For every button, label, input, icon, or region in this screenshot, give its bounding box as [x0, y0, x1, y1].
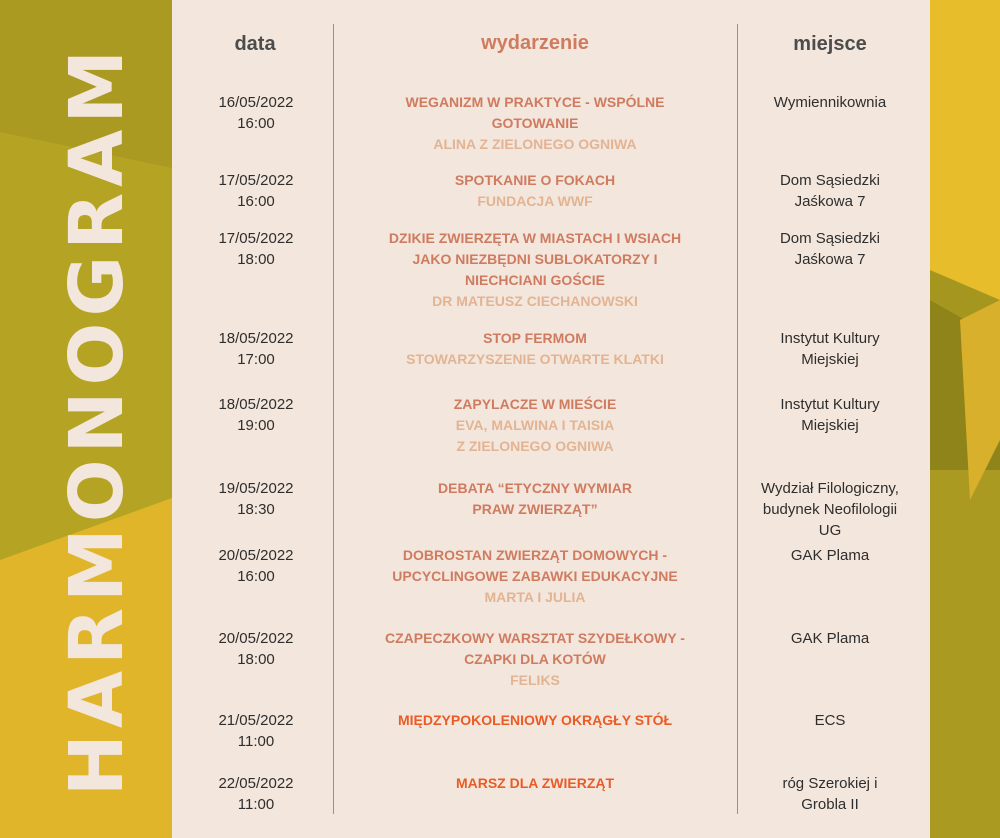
event-host: Z ZIELONEGO OGNIWA — [456, 438, 614, 454]
event-title: MIĘDZYPOKOLENIOWY OKRĄGŁY STÓŁ — [397, 712, 673, 728]
header-date: data — [234, 33, 276, 55]
event-datetime — [195, 170, 317, 212]
event-title: SPOTKANIE O FOKACH — [454, 172, 616, 188]
event-time: 16:00 — [237, 568, 275, 585]
event-title: CZAPECZKOWY WARSZTAT SZYDEŁKOWY - — [385, 630, 685, 646]
column-divider-left — [333, 24, 334, 814]
event-place — [745, 228, 915, 270]
event-host: FELIKS — [510, 672, 560, 688]
event-description — [340, 545, 730, 608]
event-host: ALINA Z ZIELONEGO OGNIWA — [433, 136, 637, 152]
event-place — [745, 545, 915, 566]
event-place-line: róg Szerokiej i — [782, 775, 878, 792]
column-divider-right — [737, 24, 738, 814]
event-time: 19:00 — [237, 417, 275, 434]
event-datetime — [195, 228, 317, 270]
event-place-line: UG — [818, 522, 842, 539]
event-time: 18:00 — [237, 251, 275, 268]
event-description — [340, 773, 730, 794]
event-time: 18:00 — [237, 651, 275, 668]
event-time: 16:00 — [237, 115, 275, 132]
event-date: 20/05/2022 — [218, 630, 294, 647]
event-place-line: Wymiennikownia — [773, 94, 887, 111]
event-place — [745, 710, 915, 731]
event-title: NIECHCIANI GOŚCIE — [464, 272, 605, 288]
page-title: HARMONOGRAM — [54, 43, 140, 797]
event-date: 17/05/2022 — [218, 172, 294, 189]
event-date: 16/05/2022 — [218, 94, 294, 111]
event-place-line: Miejskiej — [801, 351, 859, 368]
event-place — [745, 92, 915, 113]
event-title: CZAPKI DLA KOTÓW — [464, 651, 606, 667]
event-time: 11:00 — [237, 733, 275, 750]
event-datetime — [195, 328, 317, 370]
event-description — [340, 228, 730, 312]
event-title: JAKO NIEZBĘDNI SUBLOKATORZY I — [412, 251, 658, 267]
event-datetime — [195, 92, 317, 134]
event-date: 18/05/2022 — [218, 330, 294, 347]
event-host: DR MATEUSZ CIECHANOWSKI — [432, 293, 638, 309]
event-place — [745, 328, 915, 370]
event-date: 19/05/2022 — [218, 480, 294, 497]
event-date: 22/05/2022 — [218, 775, 294, 792]
header-event: wydarzenie — [481, 32, 589, 54]
event-place-line: Instytut Kultury — [780, 330, 880, 347]
event-place-line: GAK Plama — [790, 630, 870, 647]
event-description — [340, 628, 730, 691]
event-time: 17:00 — [237, 351, 275, 368]
event-description — [340, 328, 730, 370]
header-place: miejsce — [793, 33, 867, 55]
event-place-line: ECS — [814, 712, 846, 729]
event-title: UPCYCLINGOWE ZABAWKI EDUKACYJNE — [392, 568, 678, 584]
event-place-line: Wydział Filologiczny, — [761, 480, 899, 497]
event-title: DZIKIE ZWIERZĘTA W MIASTACH I WSIACH — [388, 230, 682, 246]
event-title: PRAW ZWIERZĄT” — [472, 501, 598, 517]
event-date: 21/05/2022 — [218, 712, 294, 729]
event-place-line: GAK Plama — [790, 547, 870, 564]
event-title: ZAPYLACZE W MIEŚCIE — [453, 396, 617, 412]
event-date: 17/05/2022 — [218, 230, 294, 247]
event-title: DEBATA “ETYCZNY WYMIAR — [438, 480, 632, 496]
event-place-line: Grobla II — [801, 796, 859, 813]
event-title: STOP FERMOM — [483, 330, 587, 346]
event-description — [340, 478, 730, 520]
event-title: WEGANIZM W PRAKTYCE - WSPÓLNE — [405, 94, 665, 110]
event-place — [745, 478, 915, 541]
event-datetime — [195, 545, 317, 587]
event-time: 18:30 — [237, 501, 275, 518]
event-description — [340, 394, 730, 457]
event-place-line: Miejskiej — [801, 417, 859, 434]
event-host: EVA, MALWINA I TAISIA — [455, 417, 615, 433]
event-datetime — [195, 394, 317, 436]
event-time: 16:00 — [237, 193, 275, 210]
event-place — [745, 394, 915, 436]
event-date: 20/05/2022 — [218, 547, 294, 564]
event-place-line: Dom Sąsiedzki — [779, 172, 881, 189]
event-host: MARTA I JULIA — [484, 589, 586, 605]
event-description — [340, 92, 730, 155]
event-place-line: Jaśkowa 7 — [794, 193, 866, 210]
event-date: 18/05/2022 — [218, 396, 294, 413]
event-place-line: Dom Sąsiedzki — [779, 230, 881, 247]
event-title: MARSZ DLA ZWIERZĄT — [455, 775, 615, 791]
event-place-line: Jaśkowa 7 — [794, 251, 866, 268]
event-place-line: Instytut Kultury — [780, 396, 880, 413]
event-description — [340, 170, 730, 212]
event-title: GOTOWANIE — [491, 115, 579, 131]
event-place — [745, 170, 915, 212]
event-place — [745, 628, 915, 649]
event-description — [340, 710, 730, 731]
event-host: FUNDACJA WWF — [477, 193, 593, 209]
event-datetime — [195, 628, 317, 670]
event-datetime — [195, 478, 317, 520]
event-title: DOBROSTAN ZWIERZĄT DOMOWYCH - — [402, 547, 668, 563]
event-place — [745, 773, 915, 815]
event-time: 11:00 — [237, 796, 275, 813]
event-place-line: budynek Neofilologii — [762, 501, 898, 518]
event-host: STOWARZYSZENIE OTWARTE KLATKI — [406, 351, 664, 367]
event-datetime — [195, 773, 317, 815]
event-datetime — [195, 710, 317, 752]
